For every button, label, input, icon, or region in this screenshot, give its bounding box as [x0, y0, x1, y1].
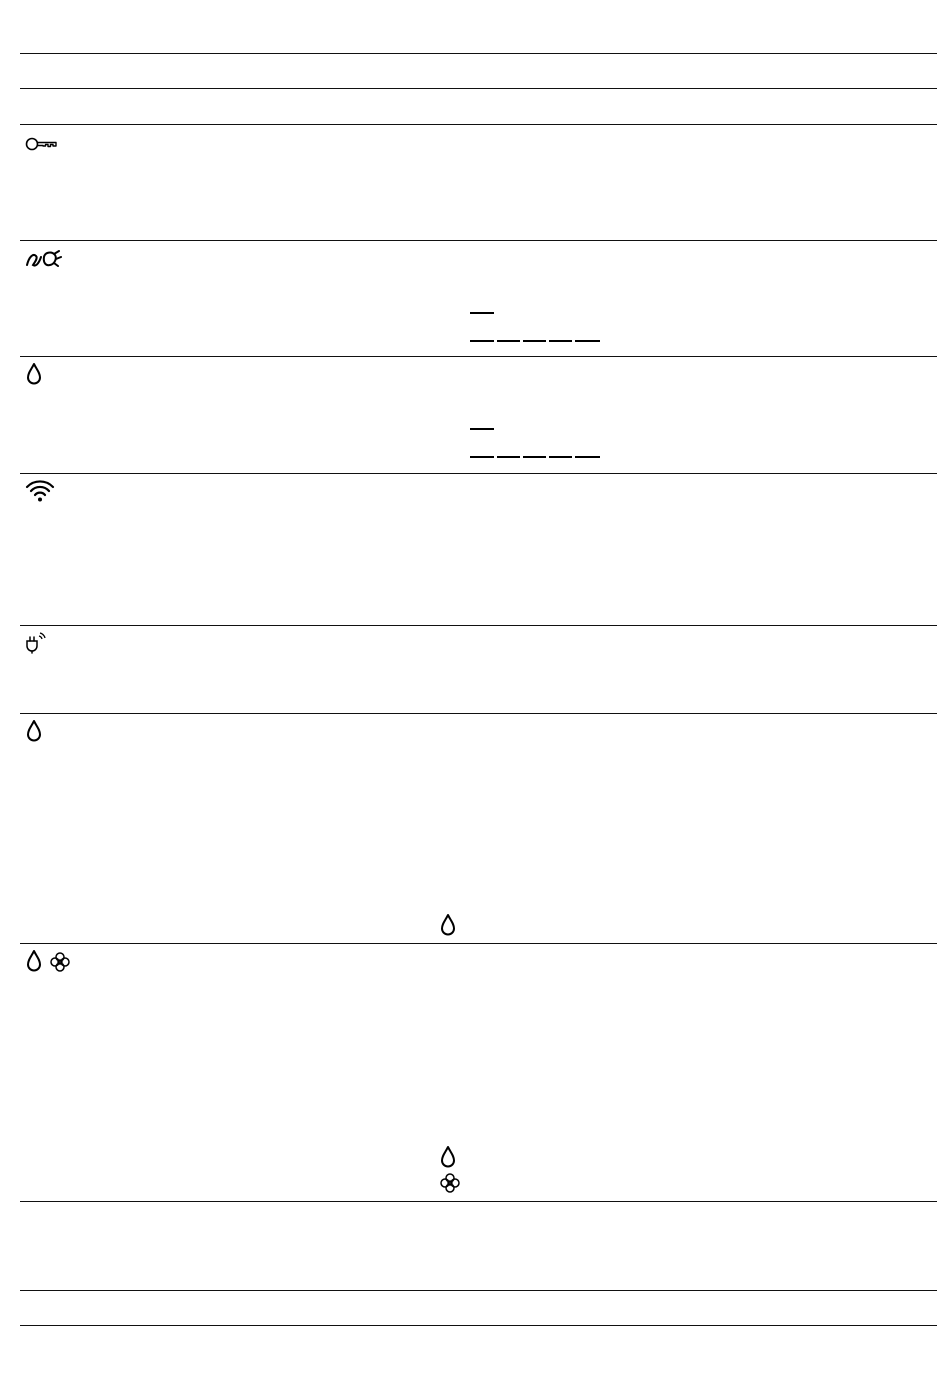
- display-segment: [497, 456, 520, 458]
- table-row-divider: [20, 124, 937, 125]
- display-segment: [575, 340, 600, 342]
- table-row-divider: [20, 240, 937, 241]
- water-drop-icon: [439, 913, 457, 937]
- table-rule-bottom: [20, 1325, 937, 1326]
- table-row-divider: [20, 713, 937, 714]
- table-row-divider: [20, 625, 937, 626]
- table-row-divider: [20, 1201, 937, 1202]
- display-segment: [470, 428, 494, 430]
- water-drop-icon: [25, 949, 43, 973]
- water-drop-icon: [25, 362, 43, 386]
- display-segment: [470, 456, 494, 458]
- remote-start-icon: [24, 630, 48, 654]
- display-segment: [549, 456, 572, 458]
- table-rule-header: [20, 88, 937, 89]
- water-drop-icon: [25, 719, 43, 743]
- flower-icon: [439, 1172, 461, 1194]
- water-drop-icon: [439, 1145, 457, 1169]
- display-segment: [497, 340, 520, 342]
- plug-connect-icon: [24, 247, 64, 271]
- display-segment: [470, 340, 494, 342]
- wifi-icon: [25, 478, 55, 502]
- table-rule-top: [20, 53, 937, 54]
- table-row-divider: [20, 356, 937, 357]
- display-segment: [470, 312, 494, 314]
- display-segment: [549, 340, 572, 342]
- table-row-divider: [20, 473, 937, 474]
- table-row-divider: [20, 943, 937, 944]
- flower-icon: [49, 951, 71, 973]
- display-segment: [575, 456, 600, 458]
- table-rule-footer: [20, 1290, 937, 1291]
- display-segment: [523, 340, 546, 342]
- display-segment: [523, 456, 546, 458]
- key-icon: [25, 135, 59, 153]
